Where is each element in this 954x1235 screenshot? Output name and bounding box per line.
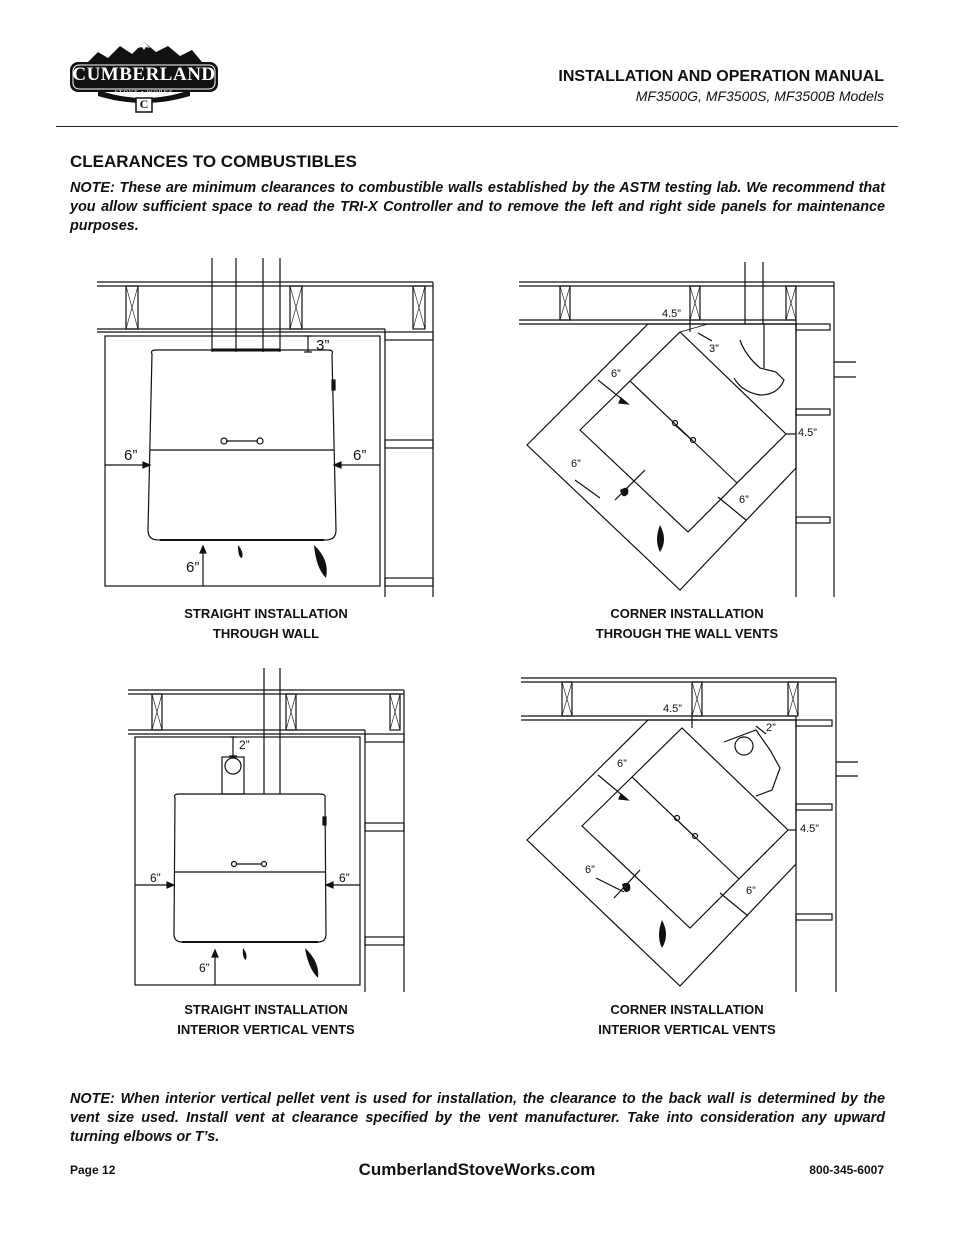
dim-front: 6”	[199, 961, 210, 975]
website-link[interactable]: CumberlandStoveWorks.com	[358, 1160, 596, 1179]
dim-left: 6”	[150, 871, 161, 885]
caption-corner-vertical	[527, 1000, 847, 1040]
dim-right: 6”	[339, 871, 350, 885]
dim-lower-left: 6”	[571, 458, 581, 470]
dim-top-wall: 4.5”	[662, 308, 681, 320]
dim-left: 6”	[124, 447, 138, 464]
caption-line-2: INTERIOR VERTICAL VENTS	[598, 1022, 776, 1037]
caption-line-1: CORNER INSTALLATION	[610, 1002, 764, 1017]
section-title: CLEARANCES TO COMBUSTIBLES	[70, 152, 357, 171]
dim-lower-right: 6”	[739, 494, 749, 506]
model-list: MF3500G, MF3500S, MF3500B Models	[635, 88, 884, 104]
dim-back: 2”	[239, 738, 250, 752]
caption-line-2: INTERIOR VERTICAL VENTS	[177, 1022, 355, 1037]
dim-top-wall: 4.5”	[663, 703, 682, 715]
caption-line-2: THROUGH WALL	[212, 626, 320, 641]
dim-vent: 3”	[709, 343, 719, 355]
note-bottom: NOTE: When interior vertical pellet vent is used for installation, the clearance to the back wall is determined by the vent size used. Install vent at clearance specified by the vent manufacturer. Take into consideration any upward turning elbows or T’s.	[70, 1091, 885, 1145]
logo-subtitle: STOVE • WORKS	[114, 90, 174, 96]
caption-line-1: CORNER INSTALLATION	[610, 606, 764, 621]
dim-upper-left: 6”	[611, 368, 621, 380]
caption-line-1: STRAIGHT INSTALLATION	[184, 1002, 348, 1017]
dim-lower-right: 6”	[746, 885, 756, 897]
dim-upper-left: 6”	[617, 758, 627, 770]
logo-mark: C	[139, 97, 149, 111]
dim-front: 6”	[186, 559, 200, 576]
logo-wordmark: CUMBERLAND	[72, 64, 216, 85]
manual-title: INSTALLATION AND OPERATION MANUAL	[558, 68, 884, 85]
dim-lower-left: 6”	[585, 864, 595, 876]
dim-vent: 2”	[766, 722, 776, 734]
phone-number: 800-345-6007	[809, 1163, 884, 1177]
dim-right: 6”	[353, 447, 367, 464]
caption-line-1: STRAIGHT INSTALLATION	[184, 606, 348, 621]
caption-line-2: THROUGH THE WALL VENTS	[595, 626, 779, 641]
page-number: Page 12	[70, 1163, 116, 1177]
dim-back: 3”	[316, 337, 330, 354]
note-top: NOTE: These are minimum clearances to combustible walls established by the ASTM testing lab. We recommend that you allow sufficient space to read the TRI-X Controller and to remove the left and right side panels for maintenance purposes.	[70, 180, 885, 234]
dim-side-wall: 4.5”	[798, 427, 817, 439]
dim-side-wall: 4.5”	[800, 823, 819, 835]
